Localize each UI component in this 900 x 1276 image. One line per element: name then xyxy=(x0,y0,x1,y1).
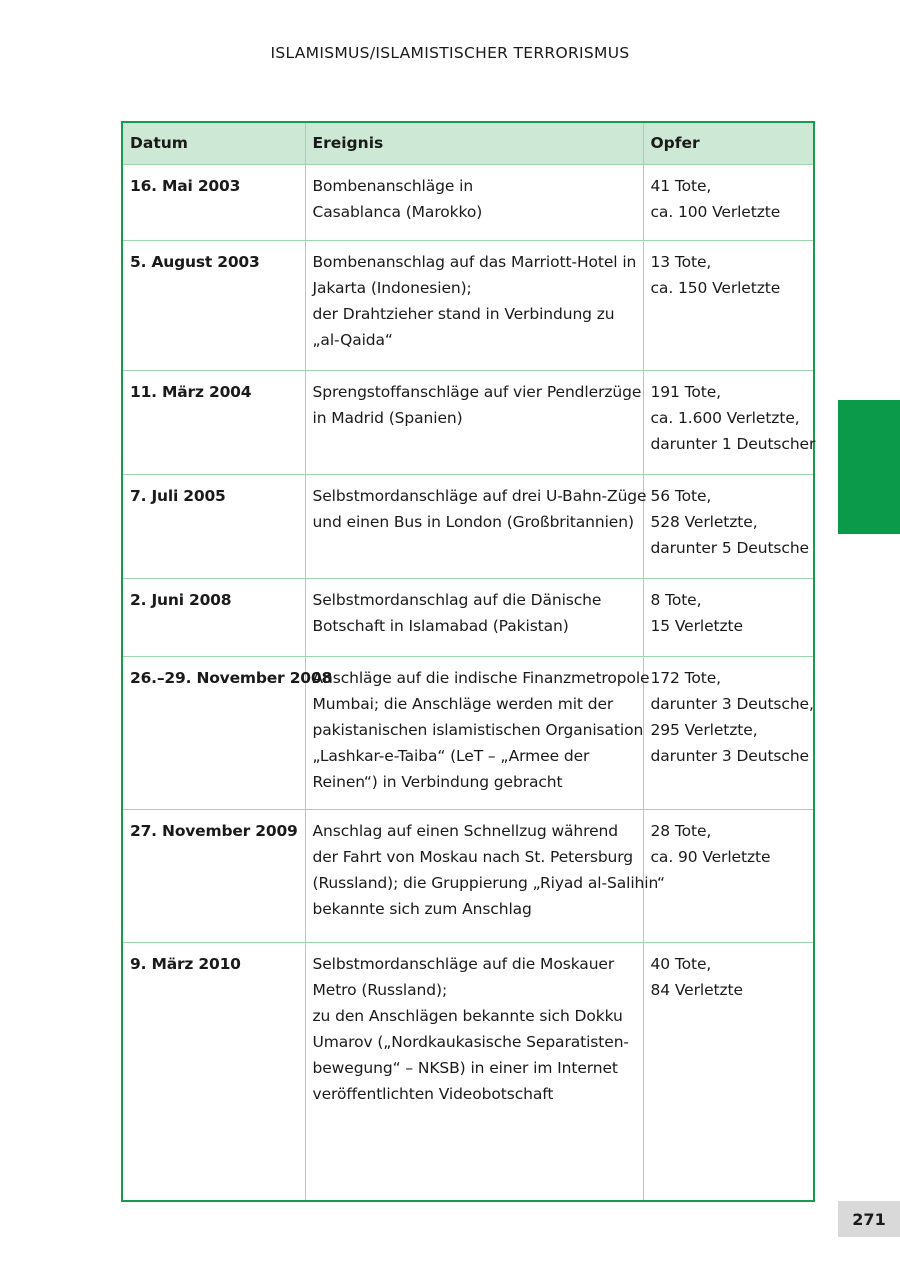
event-line: Selbstmordanschläge auf die Moskauer xyxy=(312,955,615,973)
row-victims xyxy=(643,371,814,475)
victims-line: 8 Tote, xyxy=(650,591,702,609)
table-row xyxy=(122,579,814,657)
running-header: ISLAMISMUS/ISLAMISTISCHER TERRORISMUS xyxy=(270,44,630,62)
event-line: der Fahrt von Moskau nach St. Petersburg xyxy=(312,848,634,866)
events-table xyxy=(121,121,815,1202)
victims-line: 15 Verletzte xyxy=(650,617,743,635)
row-victims xyxy=(643,657,814,810)
row-event xyxy=(305,579,643,657)
chapter-tab-marker xyxy=(838,400,900,534)
table-row xyxy=(122,165,814,241)
row-victims xyxy=(643,810,814,943)
event-line: Casablanca (Marokko) xyxy=(312,203,483,221)
victims-line: 40 Tote, xyxy=(650,955,712,973)
row-date: 5. August 2003 xyxy=(122,241,305,371)
row-event xyxy=(305,810,665,943)
event-line: Bombenanschlag auf das Marriott-Hotel in xyxy=(312,253,637,271)
table-row xyxy=(122,241,814,371)
victims-line: 28 Tote, xyxy=(650,822,712,840)
event-line: Selbstmordanschläge auf drei U-Bahn-Züge xyxy=(312,487,647,505)
event-line: „Lashkar-e-Taiba“ (LeT – „Armee der xyxy=(312,747,590,765)
page-number: 271 xyxy=(838,1201,900,1237)
column-header-event: Ereignis xyxy=(305,122,643,165)
table-row xyxy=(122,371,814,475)
row-date: 27. November 2009 xyxy=(122,810,305,943)
row-event xyxy=(305,657,650,810)
victims-line: darunter 1 Deutscher xyxy=(650,435,816,453)
event-line: (Russland); die Gruppierung „Riyad al-Salihin“ xyxy=(312,874,665,892)
event-line: und einen Bus in London (Großbritannien) xyxy=(312,513,634,531)
event-line: Mumbai; die Anschläge werden mit der xyxy=(312,695,614,713)
event-line: bewegung“ – NKSB) in einer im Internet xyxy=(312,1059,618,1077)
event-line: veröffentlichten Videobotschaft xyxy=(312,1085,554,1103)
table-row xyxy=(122,810,814,943)
victims-line: 56 Tote, xyxy=(650,487,712,505)
row-event xyxy=(305,241,643,371)
event-line: Umarov („Nordkaukasische Separatisten- xyxy=(312,1033,629,1051)
table-row xyxy=(122,657,814,810)
row-date: 9. März 2010 xyxy=(122,943,305,1201)
event-line: Reinen“) in Verbindung gebracht xyxy=(312,773,563,791)
event-line: der Drahtzieher stand in Verbindung zu xyxy=(312,305,615,323)
event-line: Jakarta (Indonesien); xyxy=(312,279,472,297)
victims-line: 191 Tote, xyxy=(650,383,721,401)
row-victims xyxy=(643,579,814,657)
row-victims xyxy=(643,475,814,579)
row-victims xyxy=(643,165,814,241)
event-line: Selbstmordanschlag auf die Dänische xyxy=(312,591,602,609)
table-row xyxy=(122,943,814,1201)
victims-line: ca. 1.600 Verletzte, xyxy=(650,409,800,427)
row-date: 16. Mai 2003 xyxy=(122,165,305,241)
event-line: Bombenanschläge in xyxy=(312,177,474,195)
event-line: pakistanischen islamistischen Organisation xyxy=(312,721,644,739)
victims-line: ca. 90 Verletzte xyxy=(650,848,771,866)
event-line: bekannte sich zum Anschlag xyxy=(312,900,532,918)
victims-line: ca. 100 Verletzte xyxy=(650,203,781,221)
victims-line: darunter 3 Deutsche xyxy=(650,747,809,765)
victims-line: 295 Verletzte, xyxy=(650,721,758,739)
event-line: Metro (Russland); xyxy=(312,981,448,999)
row-event xyxy=(305,475,647,579)
event-line: in Madrid (Spanien) xyxy=(312,409,463,427)
row-event xyxy=(305,371,643,475)
victims-line: 13 Tote, xyxy=(650,253,712,271)
table-header-row xyxy=(122,122,814,165)
column-header-date: Datum xyxy=(122,122,305,165)
victims-line: 41 Tote, xyxy=(650,177,712,195)
victims-line: darunter 5 Deutsche xyxy=(650,539,809,557)
row-date: 26.–29. November 2008 xyxy=(122,657,305,810)
victims-line: 172 Tote, xyxy=(650,669,721,687)
table-row xyxy=(122,475,814,579)
column-header-victims: Opfer xyxy=(643,122,814,165)
row-date: 7. Juli 2005 xyxy=(122,475,305,579)
victims-line: 84 Verletzte xyxy=(650,981,743,999)
row-victims xyxy=(643,241,814,371)
event-line: Botschaft in Islamabad (Pakistan) xyxy=(312,617,569,635)
event-line: zu den Anschlägen bekannte sich Dokku xyxy=(312,1007,623,1025)
victims-line: 528 Verletzte, xyxy=(650,513,758,531)
event-line: Anschläge auf die indische Finanzmetropole xyxy=(312,669,650,687)
event-line: Sprengstoffanschläge auf vier Pendlerzüge xyxy=(312,383,642,401)
victims-line: ca. 150 Verletzte xyxy=(650,279,781,297)
row-date: 11. März 2004 xyxy=(122,371,305,475)
row-event xyxy=(305,943,643,1201)
event-line: Anschlag auf einen Schnellzug während xyxy=(312,822,618,840)
row-date: 2. Juni 2008 xyxy=(122,579,305,657)
event-line: „al-Qaida“ xyxy=(312,331,393,349)
victims-line: darunter 3 Deutsche, xyxy=(650,695,814,713)
row-event xyxy=(305,165,643,241)
row-victims xyxy=(643,943,814,1201)
